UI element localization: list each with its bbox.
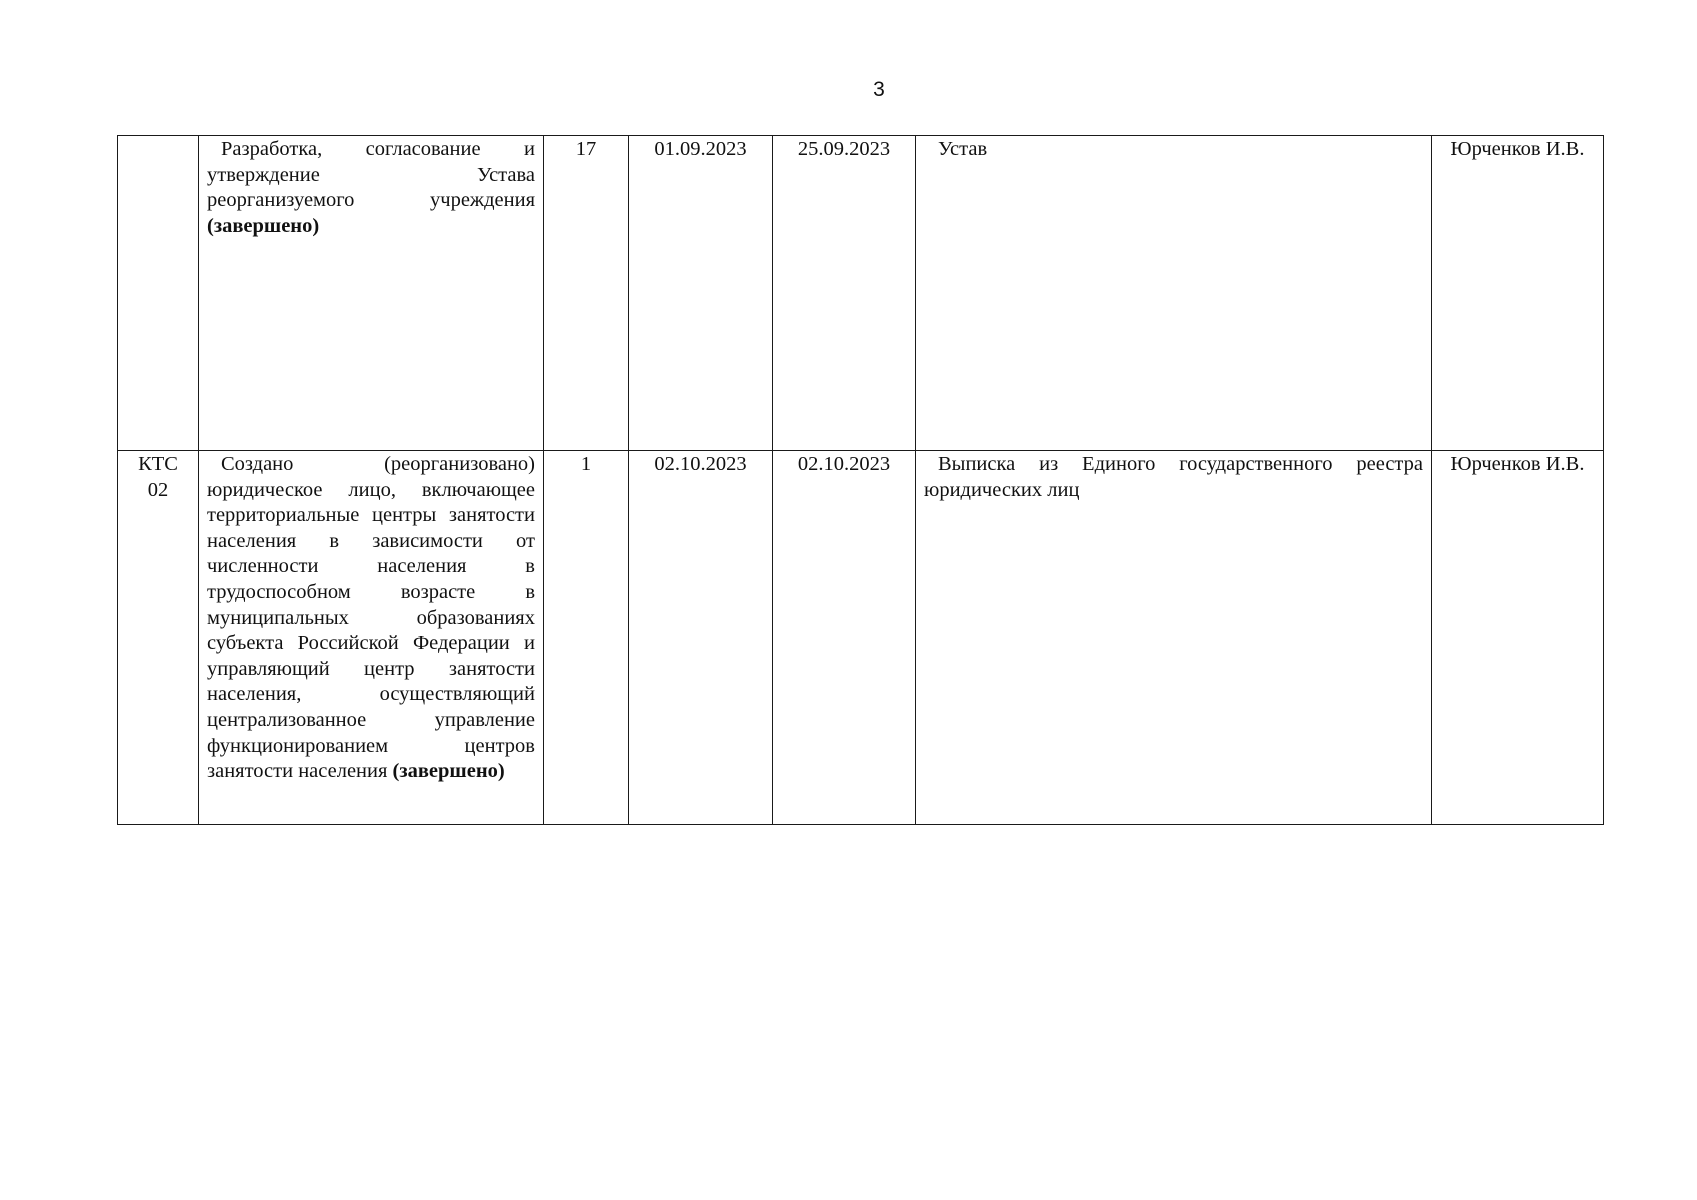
task-document: Устав [938, 138, 988, 160]
task-name-cell [199, 451, 544, 825]
task-status: (завершено) [207, 214, 320, 237]
task-responsible-cell: Юрченков И.В. [1432, 136, 1604, 451]
page-number: 3 [873, 78, 885, 101]
task-responsible-cell: Юрченков И.В. [1432, 451, 1604, 825]
task-name: Создано (реорганизовано) юридическое лицо, включающее территориальные центры занятости населения в зависимости от численности населения в трудоспособном возрасте в муниципальных образованиях субъекта Российской Федерации и управляющий центр занятости населения, осуществляющий централизованное управление функционированием центров занятости населения [207, 453, 535, 783]
task-duration-cell: 17 [544, 136, 629, 451]
task-start-date-cell: 01.09.2023 [629, 136, 773, 451]
task-code-cell [118, 136, 199, 451]
task-end-date-cell: 02.10.2023 [773, 451, 916, 825]
task-document-cell [916, 451, 1432, 825]
table-row [118, 451, 1604, 825]
table-row [118, 136, 1604, 451]
task-start-date-cell: 02.10.2023 [629, 451, 773, 825]
plan-table [117, 135, 1604, 825]
task-name-cell [199, 136, 544, 451]
task-name: Разработка, согласование и утверждение Устава реорганизуемого учреждения [207, 138, 535, 212]
task-end-date-cell: 25.09.2023 [773, 136, 916, 451]
task-document-cell [916, 136, 1432, 451]
task-code-cell: КТС 02 [118, 451, 199, 825]
task-duration-cell: 1 [544, 451, 629, 825]
task-status: (завершено) [392, 760, 505, 783]
task-document: Выписка из Единого государственного реестра юридических лиц [924, 453, 1423, 501]
